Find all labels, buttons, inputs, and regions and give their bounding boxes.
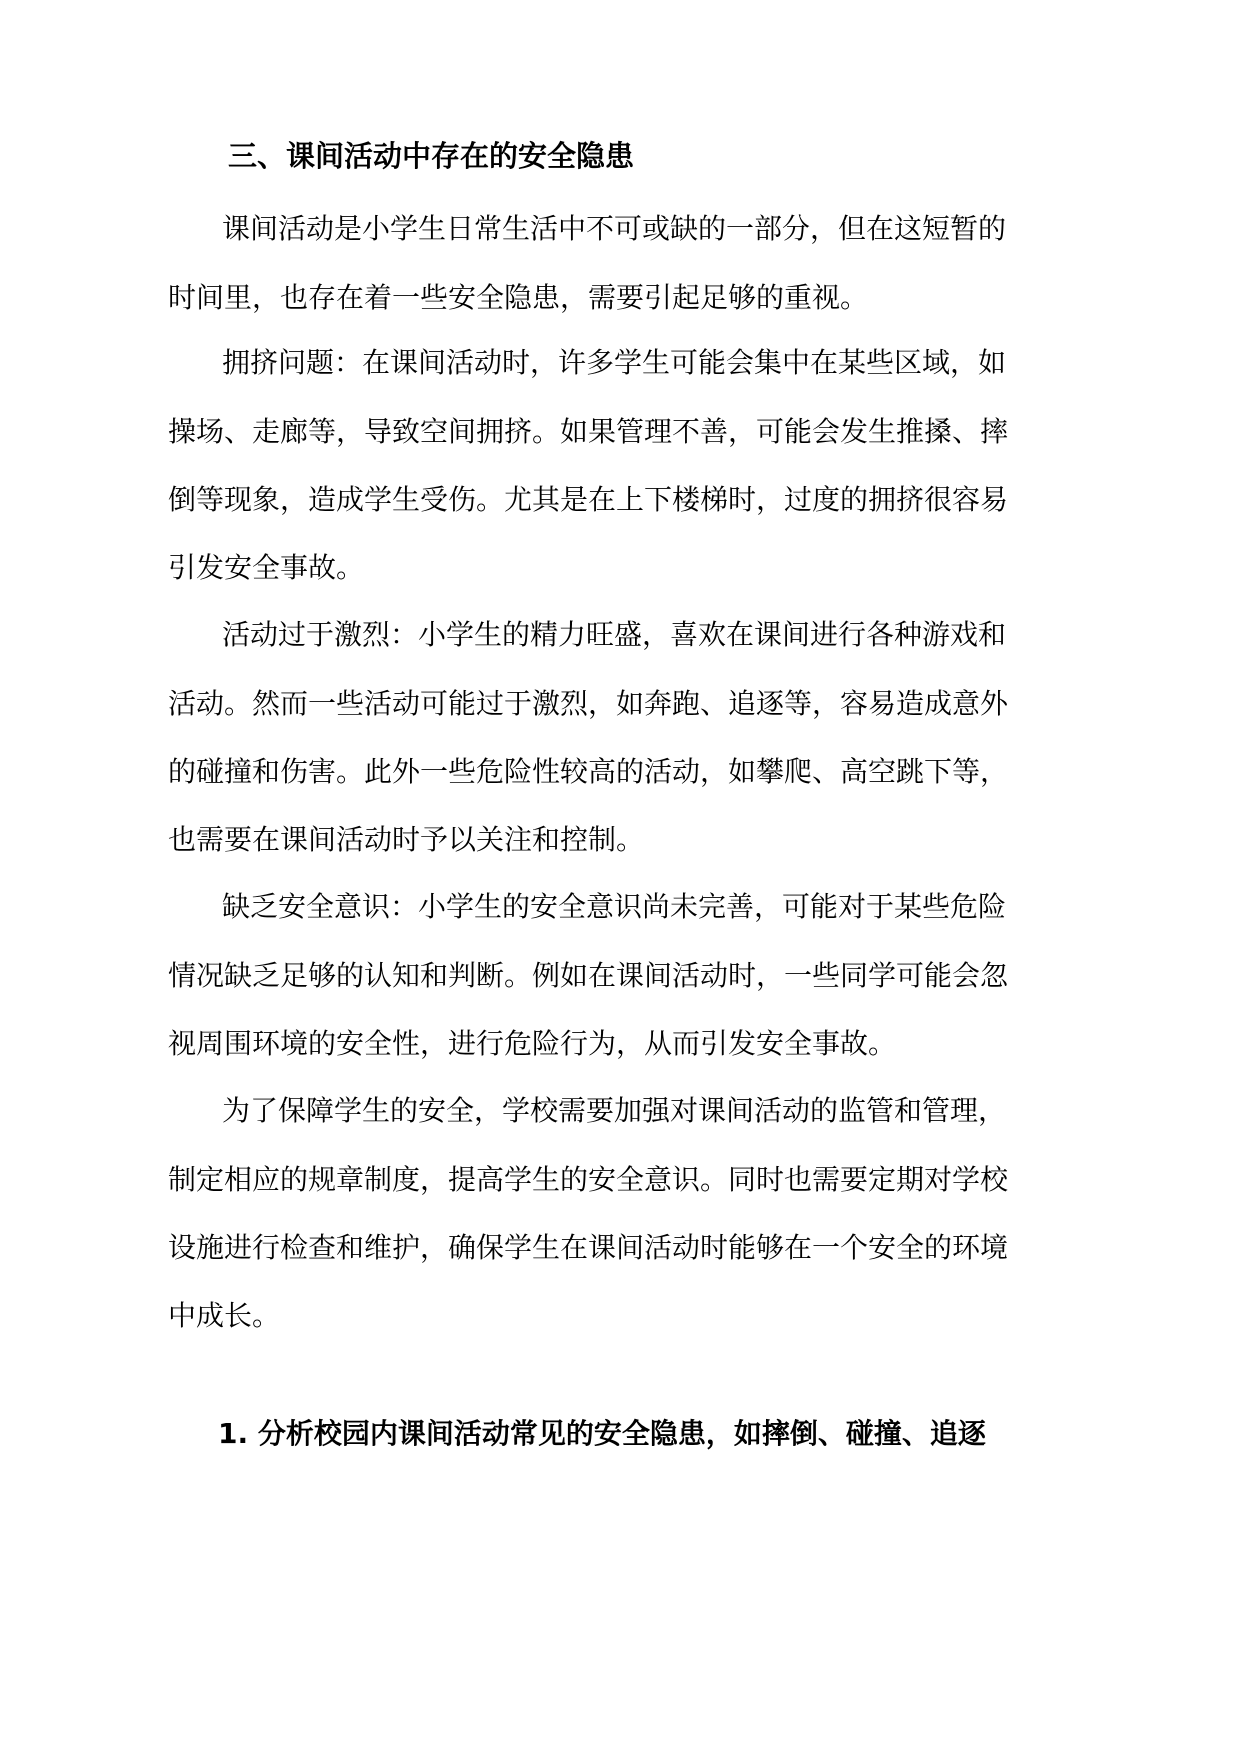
paragraph-line: 操场、走廊等，导致空间拥挤。如果管理不善，可能会发生推搡、摔 <box>168 415 1009 448</box>
paragraph-line: 倒等现象，造成学生受伤。尤其是在上下楼梯时，过度的拥挤很容易 <box>168 483 1009 516</box>
paragraph-line: 课间活动是小学生日常生活中不可或缺的一部分，但在这短暂的 <box>222 212 1007 245</box>
paragraph-line: 的碰撞和伤害。此外一些危险性较高的活动，如攀爬、高空跳下等， <box>168 755 1009 788</box>
paragraph-line: 制定相应的规章制度，提高学生的安全意识。同时也需要定期对学校 <box>168 1163 1009 1196</box>
paragraph-line: 也需要在课间活动时予以关注和控制。 <box>168 823 645 856</box>
paragraph-line: 引发安全事故。 <box>168 551 365 584</box>
section-title: 三、课间活动中存在的安全隐患 <box>228 139 635 173</box>
paragraph-line: 为了保障学生的安全，学校需要加强对课间活动的监管和管理， <box>222 1094 1007 1127</box>
paragraph-line: 视周围环境的安全性，进行危险行为，从而引发安全事故。 <box>168 1027 897 1060</box>
paragraph-line: 情况缺乏足够的认知和判断。例如在课间活动时，一些同学可能会忽 <box>168 959 1009 992</box>
paragraph-line: 设施进行检查和维护，确保学生在课间活动时能够在一个安全的环境 <box>168 1231 1009 1264</box>
paragraph-line: 拥挤问题：在课间活动时，许多学生可能会集中在某些区域，如 <box>222 346 1007 379</box>
paragraph-line: 缺乏安全意识：小学生的安全意识尚未完善，可能对于某些危险 <box>222 890 1007 923</box>
paragraph-line: 时间里，也存在着一些安全隐患，需要引起足够的重视。 <box>168 281 869 314</box>
paragraph-line: 活动过于激烈：小学生的精力旺盛，喜欢在课间进行各种游戏和 <box>222 618 1007 651</box>
paragraph-line: 中成长。 <box>168 1299 281 1332</box>
numbered-subheading: 1. 分析校园内课间活动常见的安全隐患，如摔倒、碰撞、追逐 <box>218 1417 986 1450</box>
paragraph-line: 活动。然而一些活动可能过于激烈，如奔跑、追逐等，容易造成意外 <box>168 687 1009 720</box>
